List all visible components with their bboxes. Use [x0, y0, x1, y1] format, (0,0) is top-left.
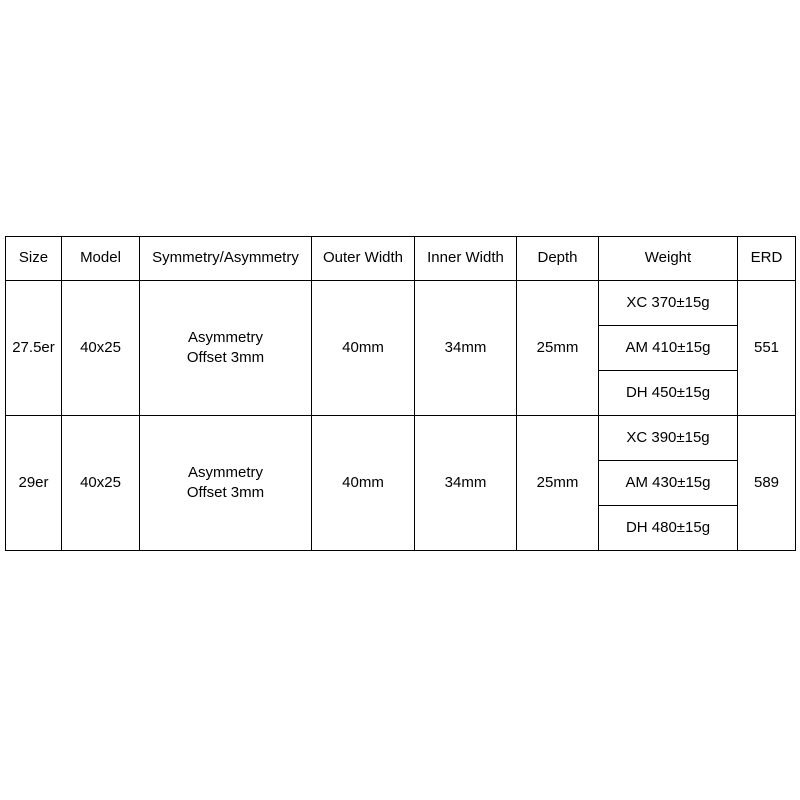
cell-weight-xc: XC 390±15g [599, 416, 738, 461]
cell-outer-width: 40mm [312, 281, 415, 416]
cell-depth: 25mm [517, 416, 599, 551]
cell-inner-width: 34mm [415, 416, 517, 551]
cell-weight-dh: DH 480±15g [599, 506, 738, 551]
header-size: Size [6, 237, 62, 281]
cell-depth: 25mm [517, 281, 599, 416]
header-inner-width: Inner Width [415, 237, 517, 281]
symmetry-offset: Offset 3mm [186, 484, 265, 501]
header-symmetry: Symmetry/Asymmetry [140, 237, 312, 281]
header-outer-width: Outer Width [312, 237, 415, 281]
header-row [6, 237, 796, 281]
spec-table [5, 236, 796, 551]
cell-symmetry [140, 416, 312, 551]
cell-model: 40x25 [62, 416, 140, 551]
cell-symmetry [140, 281, 312, 416]
cell-weight-dh: DH 450±15g [599, 371, 738, 416]
cell-weight-am: AM 410±15g [599, 326, 738, 371]
symmetry-type: Asymmetry [188, 463, 263, 481]
cell-weight-am: AM 430±15g [599, 461, 738, 506]
header-model: Model [62, 237, 140, 281]
table-row [6, 281, 796, 326]
cell-inner-width: 34mm [415, 281, 517, 416]
cell-model: 40x25 [62, 281, 140, 416]
symmetry-type: Asymmetry [188, 328, 263, 346]
header-erd: ERD [738, 237, 796, 281]
table-row [6, 416, 796, 461]
cell-size: 27.5er [6, 281, 62, 416]
cell-erd: 589 [738, 416, 796, 551]
cell-outer-width: 40mm [312, 416, 415, 551]
cell-weight-xc: XC 370±15g [599, 281, 738, 326]
cell-size: 29er [6, 416, 62, 551]
header-weight: Weight [599, 237, 738, 281]
cell-erd: 551 [738, 281, 796, 416]
symmetry-offset: Offset 3mm [186, 349, 265, 366]
header-depth: Depth [517, 237, 599, 281]
